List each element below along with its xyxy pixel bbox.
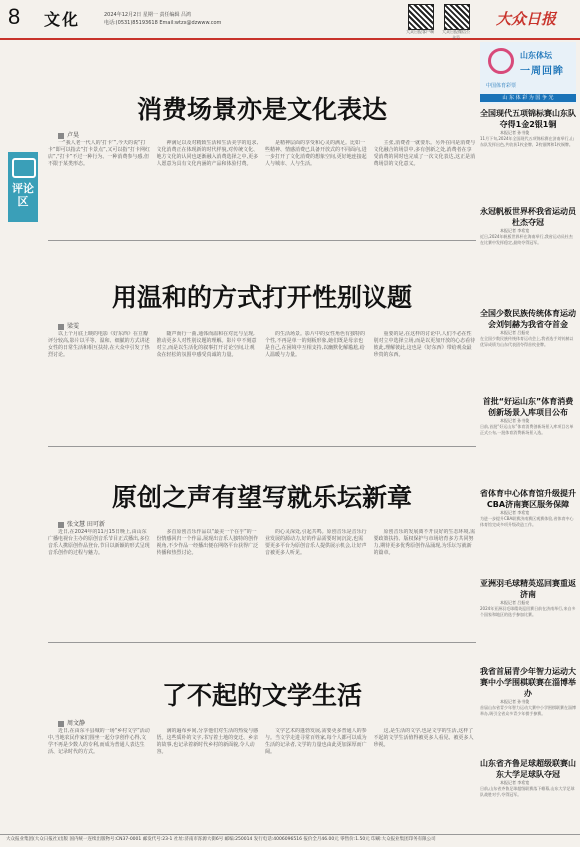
qr-label: 大众日报客户端 (406, 29, 434, 34)
article-paragraph: 的生活场景。影片中的女性角色有独特的个性,不再是单一的刻板形象,她们既是母亲也是自己,在困境中互相支持,以幽默化解尴尬,给人温暖与力量。 (265, 331, 366, 358)
news-title: 山东省齐鲁足球超级联赛山东大学足球队夺冠 (480, 759, 576, 779)
news-author: 本报记者 李希宽 (500, 780, 530, 785)
article-headline: 了不起的文学生活 (161, 681, 362, 710)
article-body (48, 140, 476, 235)
article-paragraph: 原创音乐的发展离不开良好的生态环境,需要政策扶持、版权保护与市场培育多方共同努力,期待更多优秀原创作品涌现,为乐坛写就新的篇章。 (373, 529, 476, 556)
news-item (480, 758, 576, 816)
article-body (48, 728, 476, 828)
news-author: 本报记者 吕振亮 (500, 330, 530, 335)
news-author: 本报记者 李希宽 (500, 228, 530, 233)
news-author: 本报记者 李希宽 (500, 510, 530, 515)
article-headline: 消费场景亦是文化表达 (136, 95, 387, 124)
news-body: 在全国少数民族传统体育运动会上,我省选手刘钊赫以优异成绩为山东代表团夺得首枚金牌。 (480, 336, 574, 347)
news-author: 本报记者 孙书俊 (500, 699, 530, 704)
banner-org: 中国体育彩票 (486, 83, 517, 89)
divider (48, 240, 476, 241)
news-title: 全国现代五项锦标赛山东队夺得1金2银1铜 (480, 109, 576, 129)
lottery-emblem-icon (488, 48, 514, 74)
article-byline: 卢昊 (58, 130, 79, 139)
sports-banner (480, 42, 576, 104)
news-body: 近日,2024年帆板世界杯在海南举行,我省运动员杜杰在比赛中发挥稳定,最终夺得冠军。 (480, 234, 573, 245)
news-item (480, 206, 576, 264)
header-date-line: 2024年12月2日 星期一 责任编辑 吕鸿 (104, 12, 192, 18)
news-title: 我省首届青少年智力运动大赛中小学围棋联赛在淄博举办 (480, 667, 576, 698)
author-icon (58, 133, 64, 139)
qr-code-icon[interactable] (408, 4, 434, 30)
article-paragraph: 这,是生活的文学,也是文学的生活,这样了不起的文学生活值得被更多人看见、被更多人珍视。 (373, 728, 474, 748)
speech-bubble-icon (12, 158, 36, 178)
header-contact-line: 电话:(0531)85193618 Email:wtzx@dzwww.com (104, 20, 222, 26)
article-body (48, 529, 476, 634)
author-icon (58, 324, 64, 330)
article-paragraph: 主张,消费者一就要乐。另外在同是消费与文化融合的场景中,多有创新之处,消费者在享受消费的同时也完成了一次文化表达,这正是消费场景的文化意义。 (373, 140, 476, 167)
article-paragraph: 文学艺术的蓬勃发展,需要更多普通人的参与。当文学走进寻常百姓家,每个人都可以成为生活的记录者,文学的力量也由此更加深厚而广阔。 (265, 728, 367, 755)
news-author: 本报记者 孙书俊 (500, 418, 530, 423)
news-title: 永冠帆板世界杯我省运动员杜杰夺冠 (480, 207, 576, 227)
page-number: 8 (8, 4, 21, 29)
news-item (480, 396, 576, 454)
masthead-logo: 大众日报 (496, 10, 557, 28)
article-paragraph: 随声而行一曲,通体而温和在对比与呈现,推动更多人对性别议题的理解。影片中不刻意对立,而是以生活化的叙事打开讨论空间,让观众在轻松的氛围中感受真诚的力量。 (156, 331, 257, 358)
section-label: 评论区 (12, 182, 34, 208)
news-body: 日前,山东省齐鲁足球超级联赛落下帷幕,山东大学足球队战胜对手,夺得冠军。 (480, 786, 575, 797)
news-title: 亚洲羽毛球精英巡回赛重返济南 (480, 579, 576, 599)
article-paragraph: 是精神层面的享受和心灵的满足。比如一些精神、情感消费已具备开放式的不同面向,进一步打开了文化消费的想象空间,更好地连接起人与城市、人与生活。 (265, 140, 367, 167)
news-body: 11月下旬,2024年全国现代五项锦标赛在济南举行,山东队发挥出色,共收获1枚金牌、2枚银牌和1枚铜牌。 (480, 136, 574, 147)
banner-strip: 山 东 体 彩 为 国 争 光 (480, 94, 576, 102)
article-body (48, 331, 476, 441)
news-item (480, 108, 576, 166)
left-section-bar (0, 42, 40, 832)
author-icon (58, 721, 64, 727)
article-paragraph: 近日,在由东平县城的一场“乡村文学”活动中,当地农民作家们围坐一起分享创作心得,文学不再是少数人的专利,而成为普通人表达生活、记录时代的方式。 (48, 728, 150, 755)
news-title: 全国少数民族传统体育运动会刘钊赫为我省夺首金 (480, 309, 576, 329)
banner-title: 山东体坛 (520, 51, 552, 60)
article-paragraph: 近日,在2024年的11月15日晚上,由山东广播电视台主办的原创音乐节目正式播出,多位音乐人携原创作品登台,节目以新颖的形式呈现音乐创作的过程与魅力。 (48, 529, 150, 556)
news-body: 日前,首批“好运山东”体育消费创新场景入库项目名单正式公布,一批体育消费新场景入选。 (480, 424, 574, 435)
qr-code-icon[interactable] (444, 4, 470, 30)
news-body: 2024年亚洲羽毛球精英巡回赛日前在济南举行,来自多个国家和地区的选手参加比赛。 (480, 606, 576, 617)
article-headline: 原创之声有望写就乐坛新章 (111, 483, 412, 512)
divider (48, 642, 476, 643)
news-item (480, 488, 576, 546)
page-footer: 大众报业集团(大众日报社)出版 国内统一连续出版物号:CN37-0001 邮发代号:23-1 社址:济南市泺源大街6号 邮编:250014 发行电话:4006096516 报价全月46.00元 零售价:1.50元 印刷:大众报业集团印务有限公司 (0, 834, 580, 847)
article-byline: 梁雯 (58, 321, 79, 330)
article-paragraph: 以上个月底上映的电影《好东西》在豆瓣评分较高,影片以平等、温和、细腻的方式讲述女性的日常生活和相互扶持,在大众中引发了热烈讨论。 (48, 331, 150, 358)
article-byline: 周文静 (58, 718, 85, 727)
news-item (480, 666, 576, 735)
divider (48, 446, 476, 447)
main-column (48, 42, 476, 832)
article-paragraph: 的心灵深处,引起共鸣。原创音乐是音乐行业发展的源动力,好的作品需要时间沉淀,也需要更多平台为原创音乐人提供展示机会,让好声音被更多人听见。 (265, 529, 367, 556)
news-body: 为进一步提升CBA联赛济南赛区观赛体验,省体育中心体育馆完成多项升级改造工作。 (480, 516, 574, 527)
article-headline: 用温和的方式打开性别议题 (111, 283, 412, 312)
author-icon (58, 522, 64, 528)
news-author: 本报记者 孙书俊 (500, 130, 530, 135)
article-paragraph: 一“我人老一代人的‘打卡’”,今天的说“打卡”即可以指去“打卡景点”,又可以指“打卡网红店”,“打卡”不过一种行为、一种消费参与感,但不限于某类形态。 (48, 140, 150, 167)
article-byline: 张文慧 田可新 (58, 519, 105, 528)
news-author: 本报记者 吕振亮 (500, 600, 530, 605)
qr-label: 大众日报微信公众号 (442, 29, 470, 40)
news-title: 省体育中心体育馆升级提升CBA济南赛区服务保障 (480, 489, 576, 509)
banner-subtitle: 一周回眸 (520, 66, 564, 77)
news-item (480, 578, 576, 636)
right-news-rail (480, 42, 576, 832)
article-paragraph: 满的遍布乡间,分享他们对生活的热爱与感悟。这些质朴的文字,书写着土地的变迁、乡亲的故事,也记录着新时代乡村的新面貌,令人动容。 (156, 728, 259, 755)
article-paragraph: 神满足以及对精致生活和生活美学的追求,文化消费正在体现新的时代样貌,对传统文化、地方文化的认同也逐渐融入消费选择之中,更多人愿意为具有文化内涵的产品和体验付费。 (156, 140, 259, 167)
page-header (0, 0, 580, 40)
section-title: 文化 (44, 10, 81, 29)
article-paragraph: 多首原创音乐作品以“最美一个在乎”的一份情感回归一个作品,展现出音乐人独特的创作视角,不少作品一经播出便在网络平台获得广泛传播和热烈讨论。 (156, 529, 259, 556)
news-body: 首届山东省青少年智力运动大赛中小学围棋联赛在淄博举办,吸引全省众多青少年棋手参赛。 (480, 705, 576, 716)
news-item (480, 308, 576, 366)
article-paragraph: 重要的是,在这样的讨论中,人们不必在性别对立中选择立场,而是以更加开放的心态看待彼此,理解彼此,这也是《好东西》带给观众最珍贵的东西。 (373, 331, 476, 358)
news-title: 首批“好运山东”体育消费创新场景入库项目公布 (482, 397, 574, 417)
